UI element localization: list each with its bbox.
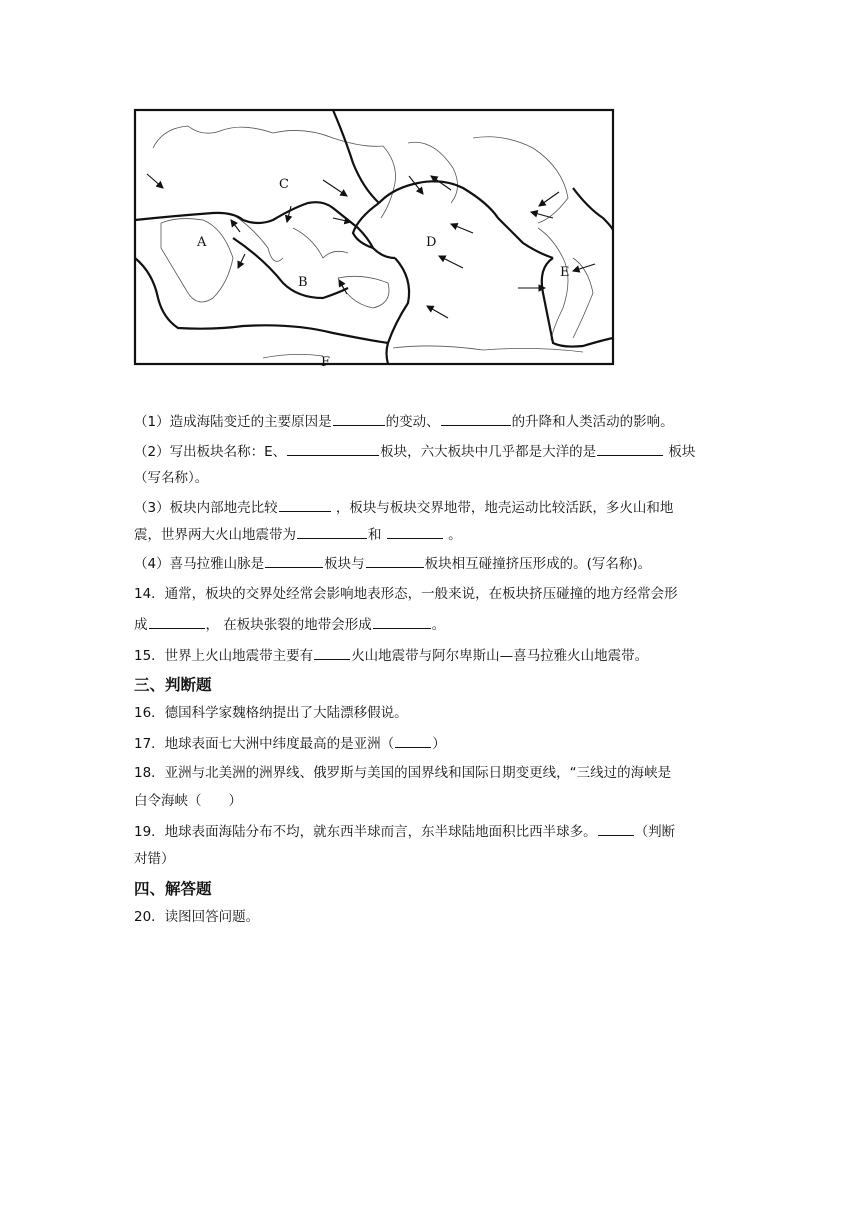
q14-line2: [134, 614, 734, 635]
q13-part2: [134, 441, 734, 462]
plate-label-a: A: [197, 235, 207, 250]
blank: [597, 441, 663, 456]
q17-post: ）: [432, 736, 446, 752]
q19-pre: 19．地球表面海陆分布不均，就东西半球而言，东半球陆地面积比西半球多。: [134, 824, 597, 840]
blank: [279, 497, 331, 512]
blank: [297, 524, 367, 539]
q13-p2-post: 板块: [664, 444, 696, 460]
plate-label-e: E: [560, 265, 570, 280]
plate-label-d: D: [426, 235, 437, 250]
q13-part1: [134, 411, 734, 432]
q13-p3-line2-pre: 震，世界两大火山地震带为: [134, 527, 296, 543]
q15: [134, 645, 734, 666]
q19: [134, 821, 734, 842]
blank: [441, 411, 511, 426]
q17-pre: 17．地球表面七大洲中纬度最高的是亚洲（: [134, 736, 395, 752]
q13-p1-mid: 的变动、: [385, 414, 440, 430]
q13-p2-mid: 板块，六大板块中几乎都是大洋的是: [380, 444, 597, 460]
q13-p1-pre: （1）造成海陆变迁的主要原因是: [134, 414, 332, 430]
q15-post: 火山地震带与阿尔卑斯山—喜马拉雅火山地震带。: [351, 648, 649, 664]
map-frame: [135, 110, 613, 364]
q13-p3-mid: ，板块与板块交界地带，地壳运动比较活跃，多火山和地: [331, 500, 674, 516]
q13-part2-line2: （写名称）。: [134, 470, 209, 486]
section-title-answer: 四、解答题: [134, 879, 212, 898]
q13-p2-pre: （2）写出板块名称：E、: [134, 444, 287, 460]
plate-label-f: F: [321, 355, 331, 368]
blank: [387, 524, 443, 539]
q13-p4-post: 板块相互碰撞挤压形成的。(写名称)。: [424, 556, 652, 572]
q13-p4-pre: （4）喜马拉雅山脉是: [134, 556, 265, 572]
q13-p1-post: 的升降和人类活动的影响。: [511, 414, 674, 430]
blank: [265, 553, 323, 568]
q13-p3-line2-mid: 和: [368, 527, 386, 543]
q13-part4: [134, 553, 734, 574]
q14-line1: 14．通常，板块的交界处经常会影响地表形态，一般来说，在板块挤压碰撞的地方经常会形: [134, 586, 678, 602]
blank: [373, 614, 431, 629]
q13-part3-line2: [134, 524, 734, 545]
section-title-judgement: 三、判断题: [134, 675, 212, 694]
blank: [395, 733, 431, 748]
blank: [314, 645, 350, 660]
q18-line2: 白令海峡（ ）: [134, 793, 242, 809]
q14-post: 。: [431, 617, 446, 633]
q14-pre: 成: [134, 617, 148, 633]
q18-line1: 18．亚洲与北美洲的洲界线、俄罗斯与美国的国界线和国际日期变更线，“三线过的海峡是: [134, 765, 672, 781]
blank: [333, 411, 385, 426]
plate-label-b: B: [298, 275, 308, 290]
blank: [287, 441, 379, 456]
q13-part3: [134, 497, 734, 518]
q13-p3-line2-post: 。: [443, 527, 462, 543]
q19-post: （判断: [634, 824, 676, 840]
q13-p4-mid: 板块与: [324, 556, 365, 572]
q13-p3-pre: （3）板块内部地壳比较: [134, 500, 278, 516]
q17: [134, 733, 734, 754]
q15-pre: 15．世界上火山地震带主要有: [134, 648, 314, 664]
plate-label-c: C: [279, 177, 289, 192]
q19-line2: 对错）: [134, 851, 175, 867]
q14-mid: ， 在板块张裂的地带会形成: [205, 617, 372, 633]
blank: [149, 614, 205, 629]
blank: [366, 553, 424, 568]
blank: [598, 821, 634, 836]
q20: 20．读图回答问题。: [134, 909, 260, 925]
plate-map: [133, 108, 617, 368]
q16: 16．德国科学家魏格纳提出了大陆漂移假说。: [134, 705, 408, 721]
